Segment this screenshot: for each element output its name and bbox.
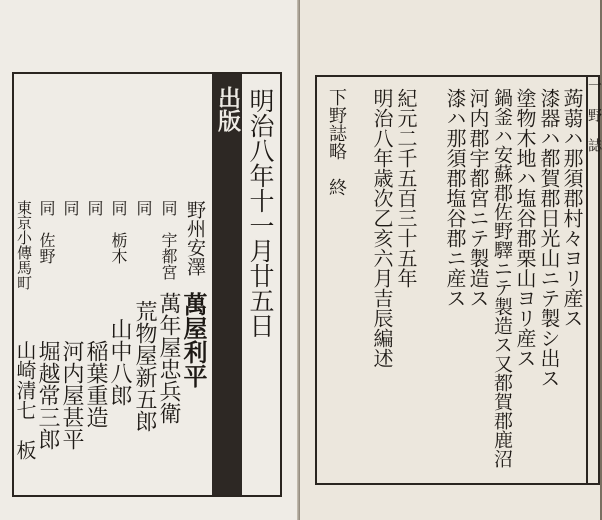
body-column-4: 鍋釜ハ安蘇郡佐野驛ニテ製造ス又都賀郡鹿沼 [491, 88, 513, 468]
right-page [300, 0, 600, 520]
publisher-location-4: 同 栃木 [109, 200, 128, 264]
body-column-3: 塗物木地ハ塩谷郡栗山ヨリ産ス [513, 88, 537, 368]
body-column-8: 明治八年歳次乙亥六月吉辰編述 [370, 88, 394, 368]
left-page [0, 0, 300, 520]
publisher-location-5: 同 [85, 200, 104, 216]
publisher-name-7: 堀越常三郎 [35, 340, 60, 450]
publisher-name-1: 萬屋利平 [179, 292, 208, 388]
publisher-location-6: 同 [61, 200, 80, 216]
black-band [212, 74, 242, 495]
body-column-6: 漆ハ那須郡塩谷郡ニ産ス [443, 88, 467, 308]
publish-label: 出版 [214, 86, 241, 132]
publisher-name-3: 荒物屋新五郎 [132, 300, 157, 432]
publisher-location-7: 同 佐野 [37, 200, 56, 264]
publisher-location-8: 東京小傳馬町 [15, 200, 33, 290]
body-column-2: 漆器ハ都賀郡日光山ニテ製シ出ス [537, 88, 561, 388]
publisher-location-3: 同 [134, 200, 153, 216]
body-column-5: 河内郡宇都宮ニテ製造ス [466, 88, 490, 308]
body-column-1: 蒟蒻ハ那須郡村々ヨリ産ス [560, 88, 584, 328]
publisher-name-8: 山崎清七 板 [13, 340, 37, 460]
publisher-name-5: 稲葉重造 [83, 340, 108, 428]
publisher-name-2: 萬年屋忠兵衛 [156, 292, 181, 424]
publisher-name-4: 山中八郎 [107, 318, 132, 406]
publisher-location-1: 野州安澤 [184, 200, 206, 276]
publish-date: 明治八年十一月廿五日 [246, 88, 275, 338]
corner-title: 一 野 誌 [586, 78, 602, 152]
book-end-mark: 下野誌略 終 [326, 88, 347, 196]
publisher-location-2: 同 宇都宮 [159, 200, 178, 280]
body-column-7: 紀元二千五百三十五年 [394, 88, 418, 288]
publisher-name-6: 河内屋甚平 [59, 340, 84, 450]
